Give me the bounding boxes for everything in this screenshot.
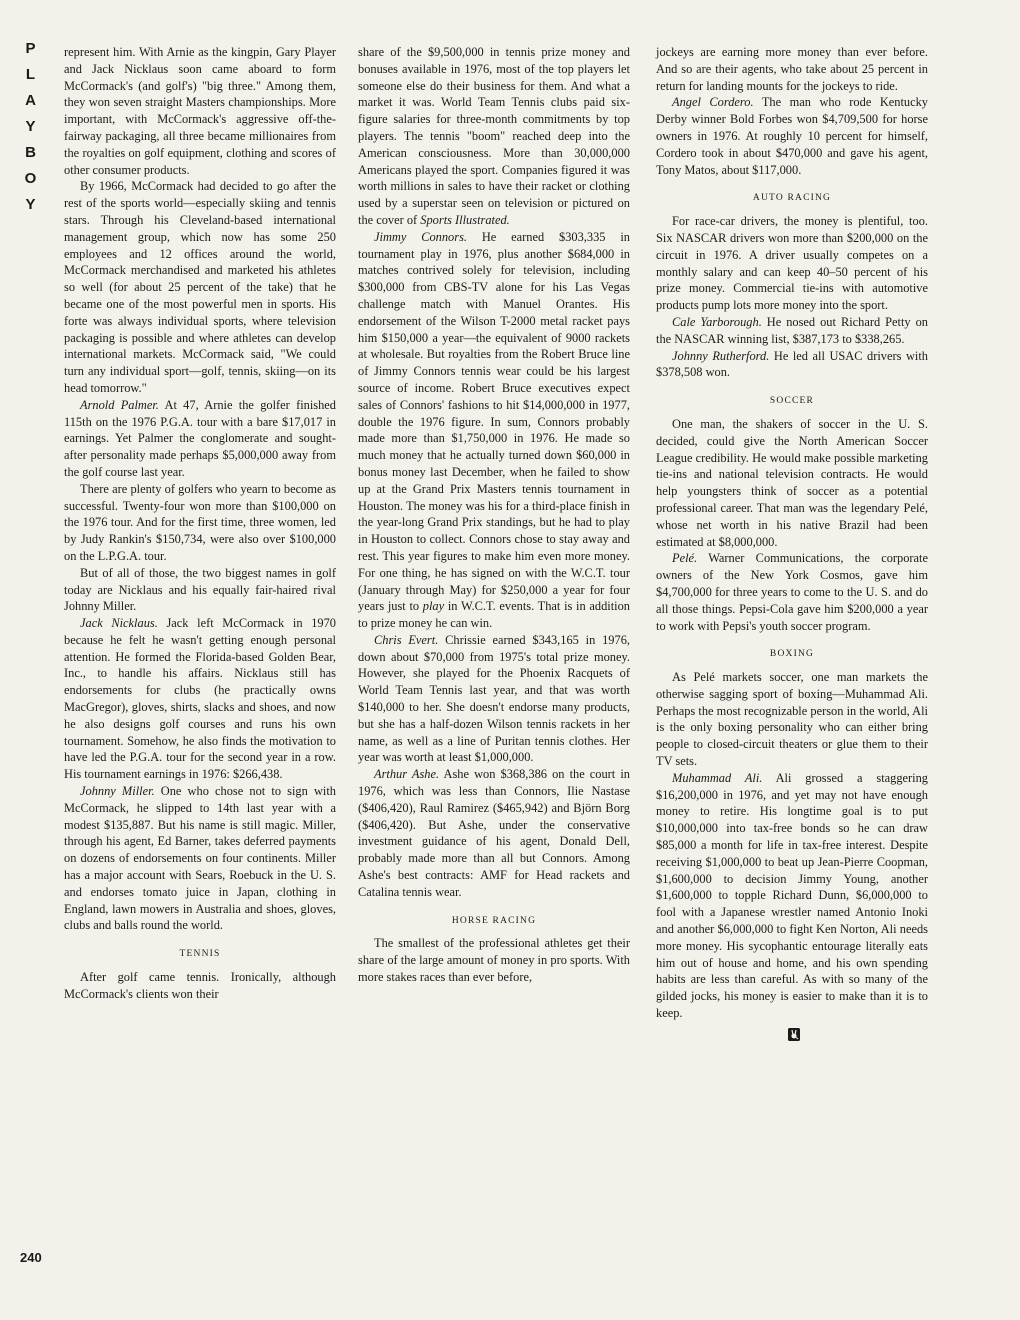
paragraph-text: The man who rode Kentucky Derby winner Bold Forbes won $4,709,500 for horse owners in 1976. At roughly 10 percent for himself, Cordero took in about $470,000 and gave his agent, Tony Matos, about $117,000. bbox=[656, 95, 928, 177]
paragraph: The smallest of the professional athletes get their share of the large amount of money in pro sports. With more stakes races than ever before, bbox=[358, 936, 630, 985]
paragraph bbox=[64, 397, 336, 481]
article-column-3 bbox=[656, 44, 928, 1043]
paragraph-text: At 47, Arnie the golfer finished 115th on the 1976 P.G.A. tour with a bare $17,017 in earnings. Yet Palmer the conglomerate and sought-after personality made perhaps $5,000,000 away from the golf course last year. bbox=[64, 397, 336, 479]
section-heading-tennis: TENNIS bbox=[179, 949, 221, 960]
lead-name: Angel Cordero. bbox=[672, 95, 754, 110]
magazine-sidebar-label bbox=[22, 40, 42, 209]
paragraph: As Pelé markets soccer, one man markets the otherwise sagging sport of boxing—Muhammad Ali. Perhaps the most recognizable person in the world, Ali is the only boxing personality who can either bring people to closed-circuit theaters or glue them to their TV sets. bbox=[656, 670, 928, 769]
section-heading-auto-racing: AUTO RACING bbox=[752, 193, 832, 204]
paragraph bbox=[656, 348, 928, 382]
lead-name: Johnny Miller. bbox=[80, 784, 155, 799]
article-column-2 bbox=[358, 44, 630, 986]
paragraph-text: share of the $9,500,000 in tennis prize money and bonuses available in 1976, most of the top players let someone else do their business for them. And what a market it was. World Team Tennis clubs paid six-figure salaries for three-month commitments by top players. The tennis "boom" reached deep into the American consciousness. More than 30,000,000 Americans played the sport. Companies figured it was worth millions in sales to have their racket or clothing used by a superstar seen on television or pictured on the cover of bbox=[358, 45, 630, 227]
paragraph-text: Ashe won $368,386 on the court in 1976, which was less than Connors, Ilie Nastase ($406,420), Raul Ramirez ($465,942) and Björn Borg ($406,420). But Ashe, under the conservative investment guidance of his agent, Donald Dell, probably made more than all but Connors. Among Ashe's best contracts: AMF for Head rackets and Catalina tennis wear. bbox=[358, 767, 630, 899]
paragraph: But of all of those, the two biggest names in golf today are Nicklaus and his equally fair-haired rival Johnny Miller. bbox=[64, 565, 336, 614]
paragraph bbox=[656, 94, 928, 178]
article-column-1 bbox=[64, 44, 336, 1003]
lead-name: Pelé. bbox=[672, 551, 698, 566]
paragraph-text: He nosed out Richard Petty on the NASCAR winning list, $387,173 to $338,265. bbox=[656, 314, 928, 346]
paragraph: There are plenty of golfers who yearn to become as successful. Twenty-four won more than $100,000 on the 1976 tour. And for the first time, three women, led by Judy Rankin's $150,734, were also over $100,000 on the L.P.G.A. tour. bbox=[64, 481, 336, 563]
paragraph bbox=[656, 550, 928, 634]
paragraph: After golf came tennis. Ironically, although McCormack's clients won their bbox=[64, 970, 336, 1001]
paragraph-text: in W.C.T. events. That is in addition to prize money he can win. bbox=[358, 599, 630, 631]
paragraph: represent him. With Arnie as the kingpin, Gary Player and Jack Nicklaus soon came aboard to form McCormack's (and golf's) "big three." Among them, they won seven straight Masters championships. More important, with McCormack's aggressive off-the-fairway packaging, all three became millionaires from the royalties on golf equipment, clothing and scores of other consumer products. bbox=[64, 45, 336, 177]
paragraph: For race-car drivers, the money is plentiful, too. Six NASCAR drivers won more than $200,000 on the circuit in 1976. A driver usually competes on a monthly salary and can keep 40–50 percent of his prize money. Commercial tie-ins with automotive products pump lots more money into the sport. bbox=[656, 214, 928, 313]
paragraph bbox=[64, 783, 336, 934]
lead-name: Jack Nicklaus. bbox=[80, 616, 158, 631]
paragraph bbox=[358, 44, 630, 229]
rabbit-head-icon bbox=[788, 1028, 800, 1041]
paragraph bbox=[358, 632, 630, 766]
lead-name: Arthur Ashe. bbox=[374, 767, 440, 782]
paragraph-text: Ali grossed a staggering $16,200,000 in 1976, and yet may not have enough money to retire. His longtime goal is to put $10,000,000 into tax-free bonds so he can draw $85,000 a month for life in tax-free interest. Despite receiving $1,000,000 to beat up Jean-Pierre Coopman, $1,600,000 to decision Jimmy Young, another $1,600,000 to topple Richard Dunn, $6,000,000 to fool with a Japanese wrestler named Antonio Inoki and another $6,000,000 to fight Ken Norton, Ali needs more money. His sycophantic entourage literally eats him out of house and home, and his own spending habits are less than careful. As with so many of the gilded jocks, his money is easier to make than it is to keep. bbox=[656, 770, 929, 1021]
paragraph bbox=[656, 770, 928, 1022]
lead-name: Muhammad Ali. bbox=[672, 770, 763, 785]
paragraph-text: Warner Communications, the corporate owners of the New York Cosmos, gave him $4,700,000 for three years to come to the U. S. and do all those things. Pepsi-Cola gave him $200,000 a year to work with Pepsi's youth soccer program. bbox=[656, 551, 928, 633]
lead-name: Chris Evert. bbox=[374, 632, 439, 647]
paragraph-text: He earned $303,335 in tournament play in 1976, plus another $684,000 in matches contrived solely for television, including $300,000 from CBS-TV alone for his Las Vegas challenge match with Manuel Orantes. His endorsement of the Wilson T-2000 metal racket pays him $150,000 a year—the equivalent of 9000 rackets at wholesale. But royalties from the Robert Bruce line of Jimmy Connors tennis wear could be his largest source of income. Robert Bruce executives expect sales of Connors' fashions to hit $14,000,000 in 1977, double the 1976 figure. In sum, Connors probably made more than $1,750,000 in 1976. He made so much money that he actually turned down $60,000 in bonus money last December, when he failed to show up at the Grand Prix Masters tennis tournament in Houston. The money was his for a third-place finish in the year-long Grand Prix standings, but he had to play in Houston to collect. Connors chose to stay away and rest. This year figures to make him even more money. For one thing, he has signed on with the W.C.T. tour (January through May) for $250,000 a year for four years just to bbox=[358, 229, 630, 614]
page-number: 240 bbox=[20, 1250, 42, 1265]
paragraph: jockeys are earning more money than ever before. And so are their agents, who take about 25 percent in return for landing mounts for the jockeys to ride. bbox=[656, 45, 928, 93]
lead-name: Johnny Rutherford. bbox=[672, 348, 770, 363]
lead-name: Cale Yarborough. bbox=[672, 314, 762, 329]
paragraph bbox=[358, 766, 630, 900]
section-heading-soccer: SOCCER bbox=[769, 396, 815, 407]
paragraph bbox=[656, 314, 928, 348]
paragraph bbox=[64, 615, 336, 783]
lead-name: Arnold Palmer. bbox=[80, 397, 159, 412]
paragraph-text: He led all USAC drivers with $378,508 won. bbox=[656, 348, 928, 380]
paragraph: By 1966, McCormack had decided to go after the rest of the sports world—especially skiing and tennis stars. Through his Cleveland-based international management group, which now has some 250 employees and 12 offices around the world, McCormack merchandised and marketed his athletes so well (for about 25 percent of the take) that he became one of the most powerful men in sports. His forte was always individual sports, where television packaging is possible and where athletes can develop international markets. McCormack said, "We could turn any individual sport—golf, tennis, skiing—on its head tomorrow." bbox=[64, 179, 336, 395]
emphasis: play bbox=[422, 599, 445, 614]
paragraph-text: One who chose not to sign with McCormack, he slipped to 14th last year with a modest $135,887. But his name is still magic. Miller, through his agent, Ed Barner, takes deferred payments on dozens of endorsements on four continents. Miller has a major account with Sears, Roebuck in the U. S. and endorses tomato juice in Japan, clothing in England, lawn mowers in Australia and shoes, gloves, clubs and balls round the world. bbox=[64, 784, 336, 933]
end-mark-row bbox=[656, 1026, 928, 1043]
section-heading-boxing: BOXING bbox=[769, 649, 815, 660]
paragraph-text: Chrissie earned $343,165 in 1976, down about $70,000 from 1975's total prize money. However, she played for the Phoenix Racquets of World Team Tennis last year, and that was worth $140,000 to her. She doesn't endorse many products, but she has a half-dozen Wilson tennis rackets in her name, as well as a line of Puritan tennis clothes. Her year was worth at least $1,000,000. bbox=[358, 632, 630, 765]
section-heading-horse-racing: HORSE RACING bbox=[451, 915, 537, 926]
paragraph-text: Jack left McCormack in 1970 because he felt he wasn't getting enough personal attention. He formed the Florida-based Golden Bear, Inc., to handle his affairs. Nicklaus still has endorsements for clubs (he practically owns MacGregor), gloves, shirts, slacks and shoes, and now he also designs golf courses and runs his own tournament. Somehow, he also finds the motivation to have led the P.G.A. tour for the second year in a row. His tournament earnings in 1976: $266,438. bbox=[64, 616, 336, 782]
magazine-title: Sports Illustrated. bbox=[420, 212, 510, 227]
rabbit-head-end-mark-icon bbox=[788, 1028, 800, 1041]
paragraph bbox=[358, 229, 630, 632]
magazine-name: P L A Y B O Y bbox=[22, 40, 39, 209]
lead-name: Jimmy Connors. bbox=[374, 229, 467, 244]
paragraph: One man, the shakers of soccer in the U. S. decided, could give the North American Soccer League credibility. He would make possible marketing tie-ins and national television contracts. He would help youngsters think of soccer as a potential professional career. That man was the legendary Pelé, whose net worth in his native Brazil had been estimated at $8,000,000. bbox=[656, 416, 928, 549]
